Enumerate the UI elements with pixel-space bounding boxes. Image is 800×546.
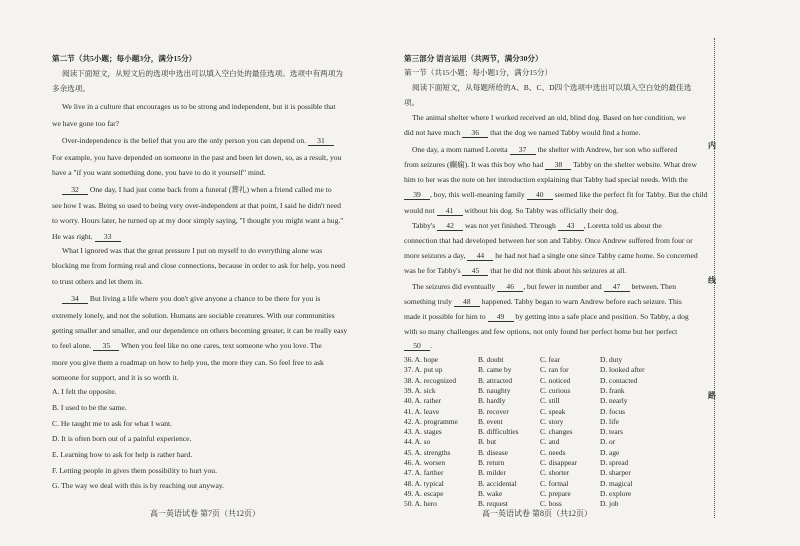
- choice-option-b: B. hardly: [478, 396, 506, 406]
- line-text: by getting into a safe place and position. So Tabby, a dog: [513, 312, 689, 321]
- passage-line: [412, 145, 677, 155]
- line-text: he had not had a single one since Tabby came home. So concerned: [493, 251, 698, 260]
- line-text: have a "if you want something done, you have to do it yourself" mind.: [52, 168, 266, 177]
- blank-number: 37: [510, 145, 536, 155]
- line-text: Tabby's: [412, 221, 438, 230]
- line-text: that the dog we named Tabby would find a home.: [488, 128, 641, 137]
- passage-line: [62, 102, 336, 111]
- passage-line: [404, 175, 688, 184]
- margin-char: 路: [708, 391, 716, 400]
- line-text: between. Then: [629, 282, 677, 291]
- passage-line: [404, 266, 626, 276]
- passage-line: [404, 190, 707, 200]
- choice-option-b: B. difficulties: [478, 427, 519, 437]
- choice-option-b: B. naughty: [478, 385, 511, 395]
- choice-option-d: D. tears: [600, 427, 623, 437]
- choice-option-d: D. sharper: [600, 468, 631, 478]
- line-text: him to her was the note on her introduction explaining that Tabby had special needs. With the: [404, 175, 688, 184]
- line-text: was not yet finished. Through: [463, 221, 558, 230]
- line-text: We live in a culture that encourages us to be strong and independent, but it is possible that: [62, 102, 336, 111]
- passage-line: [62, 136, 334, 146]
- passage-line: [412, 282, 676, 292]
- line-text: to worry. Hours later, he turned up at my door simply saying, "I thought you might want a hug.": [52, 216, 344, 225]
- passage-line: [62, 246, 322, 255]
- choice-option-a: 50. A. hero: [404, 499, 437, 509]
- line-text: to feel alone.: [52, 341, 94, 350]
- passage-line: [52, 311, 335, 320]
- choice-option-c: C. prepare: [540, 488, 571, 498]
- passage-line: [404, 341, 432, 351]
- passage-line: [404, 236, 693, 245]
- page-footer: 高一英语试卷 第7页（共12页）: [150, 509, 260, 518]
- instruction-line: 项。: [404, 98, 420, 107]
- choice-option-c: C. shorter: [540, 468, 570, 478]
- line-text: happened. Tabby began to warn Andrew before each seizure. This: [479, 297, 682, 306]
- line-text: was he for Tabby's: [404, 266, 463, 275]
- passage-line: [52, 168, 266, 177]
- line-text: He was right.: [52, 232, 95, 241]
- passage-line: [404, 297, 682, 307]
- line-text: more seizures a day,: [404, 251, 468, 260]
- line-text: For example, you have depended on someone in the past and been let down, so, as a result, you: [52, 153, 342, 162]
- option-item: G. The way we deal with this is by reaching out anyway.: [52, 481, 225, 490]
- choice-option-a: 36. A. hope: [404, 355, 439, 364]
- blank-number: 39: [404, 190, 430, 200]
- instruction-line: 阅读下面短文，从每题所给的A、B、C、D四个选项中选出可以填入空白处的最佳选: [412, 83, 692, 92]
- passage-line: [52, 201, 341, 210]
- line-text: that he did not think about his seizures at all.: [488, 266, 627, 275]
- choice-option-a: 37. A. put up: [404, 365, 443, 375]
- choice-option-a: 43. A. stages: [404, 427, 442, 437]
- line-text: with so many challenges and few options, not only found her perfect home but her perfect: [404, 327, 678, 336]
- choice-option-b: B. accidental: [478, 478, 517, 488]
- choice-option-c: C. story: [540, 416, 564, 426]
- choice-option-d: D. frank: [600, 385, 625, 395]
- line-text: blocking me from forming real and close connections, because in order to ask for help, you need: [52, 261, 346, 270]
- line-text: When you feel like no one cares, text someone who you love. The: [119, 341, 322, 350]
- choice-option-a: 38. A. recognized: [404, 375, 457, 385]
- option-item: F. Letting people in gives them possibility to hurt you.: [52, 466, 217, 475]
- choice-option-c: C. and: [540, 437, 560, 447]
- choice-option-a: 45. A. strengths: [404, 447, 451, 457]
- line-text: something truly: [404, 297, 454, 306]
- page-footer: 高一英语试卷 第8页（共12页）: [482, 509, 592, 518]
- line-text: would not: [404, 206, 437, 215]
- choice-option-b: B. but: [478, 437, 497, 447]
- line-text: without his dog. So Tabby was officially their dog.: [462, 206, 619, 215]
- choice-option-a: 39. A. sick: [404, 385, 436, 395]
- passage-line: [404, 160, 697, 170]
- blank-number: 45: [462, 266, 488, 276]
- line-text: someone for support, and it is so worth it.: [52, 373, 179, 382]
- choice-option-c: C. ran for: [540, 365, 569, 375]
- passage-line: [52, 277, 143, 286]
- margin-char: 内: [708, 141, 716, 150]
- choice-option-d: D. or: [600, 437, 616, 447]
- choice-option-c: C. curious: [540, 385, 571, 395]
- choice-option-d: D. contacted: [600, 375, 638, 385]
- passage-line: [412, 221, 662, 231]
- choice-option-d: D. life: [600, 416, 619, 426]
- choice-option-b: B. recover: [478, 406, 509, 416]
- option-item: A. I felt the opposite.: [52, 387, 117, 396]
- line-text: One day, a mom named Loretta: [412, 145, 510, 154]
- choice-option-b: B. request: [478, 499, 508, 509]
- line-text: What I ignored was that the great pressure I put on myself to do everything alone was: [62, 246, 323, 255]
- passage-line: [52, 358, 324, 367]
- choice-option-d: D. explore: [600, 488, 632, 498]
- choice-option-c: C. boss: [540, 499, 562, 509]
- line-text: did not have much: [404, 128, 463, 137]
- choice-option-b: B. came by: [478, 365, 512, 375]
- passage-line: [52, 216, 343, 225]
- passage-line: [52, 153, 341, 162]
- blank-number: 38: [545, 160, 571, 170]
- choice-option-a: 48. A. typical: [404, 478, 444, 488]
- passage-line: [404, 206, 618, 216]
- line-text: made it possible for him to: [404, 312, 488, 321]
- passage-line: [62, 185, 332, 195]
- part-header: 第三部分 语言运用（共两节，满分30分）: [404, 54, 543, 63]
- line-text: One day, I had just come back from a funeral (葬礼) when a friend called me to: [88, 185, 332, 194]
- passage-line: [412, 113, 686, 122]
- choice-option-b: B. return: [478, 458, 505, 467]
- choice-option-d: D. spread: [600, 458, 629, 467]
- blank-number: 44: [467, 251, 493, 261]
- blank-number: 41: [437, 206, 463, 216]
- choice-option-a: 47. A. farther: [404, 468, 444, 478]
- choice-option-c: C. still: [540, 396, 560, 406]
- option-item: D. It is often born out of a painful experience.: [52, 434, 192, 443]
- line-text: getting smaller and smaller, and our dependence on others becoming greater, it can be really easy: [52, 326, 348, 335]
- passage-line: [52, 232, 121, 242]
- blank-number: 36: [462, 128, 488, 138]
- choice-option-a: 44. A. so: [404, 437, 431, 447]
- line-text: Over-independence is the belief that you are the only person you can depend on.: [62, 136, 308, 145]
- choice-option-a: 40. A. rather: [404, 396, 441, 406]
- passage-line: [52, 119, 119, 128]
- option-item: B. I used to be the same.: [52, 403, 127, 412]
- choice-option-b: B. disease: [478, 447, 508, 457]
- choice-option-c: C. formal: [540, 478, 569, 488]
- option-item: C. He taught me to ask for what I want.: [52, 419, 172, 428]
- blank-number: 47: [604, 282, 630, 292]
- choice-option-d: D. age: [600, 447, 620, 457]
- instruction-line: 阅读下面短文，从短文后的选项中选出可以填入空白处的最佳选项。选项中有两项为: [62, 69, 343, 78]
- blank-number: 32: [62, 185, 88, 195]
- passage-line: [52, 341, 322, 351]
- line-text: The seizures did eventually: [412, 282, 498, 291]
- passage-line: [52, 373, 179, 382]
- choice-option-b: B. attracted: [478, 375, 513, 385]
- choice-option-c: C. changes: [540, 427, 573, 437]
- choice-option-d: D. duty: [600, 355, 623, 364]
- line-text: the shelter with Andrew, her son who suffered: [535, 145, 678, 154]
- line-text: .: [430, 341, 432, 350]
- passage-line: [404, 327, 677, 336]
- choice-option-d: D. nearly: [600, 396, 628, 406]
- passage-line: [52, 326, 347, 335]
- passage-line: [52, 261, 345, 270]
- choice-option-b: B. event: [478, 416, 503, 426]
- instruction-line: 多余选项。: [52, 84, 90, 93]
- right-page: [400, 0, 800, 546]
- blank-number: 34: [62, 294, 88, 304]
- blank-number: 35: [93, 341, 119, 351]
- choice-option-d: D. magical: [600, 478, 633, 488]
- passage-line: [404, 251, 698, 261]
- choice-option-d: D. looked after: [600, 365, 645, 375]
- choice-option-a: 41. A. leave: [404, 406, 440, 416]
- line-text: more you give them a roadmap on how to help you, the more they can. So feel free to ask: [52, 358, 324, 367]
- line-text: from seizures (癫痫). It was this boy who had: [404, 160, 546, 169]
- line-text: see how I was. Being so used to being very over-independent at that point, I said he didn't need: [52, 201, 341, 210]
- line-text: , boy, this well-meaning family: [430, 190, 527, 199]
- choice-option-c: C. fear: [540, 355, 561, 364]
- line-text: extremely lonely, and not the solution. Humans are sociable creatures. With our communities: [52, 311, 335, 320]
- choice-option-c: C. noticed: [540, 375, 571, 385]
- blank-number: 40: [527, 190, 553, 200]
- line-text: But living a life where you don't give anyone a chance to be there for you is: [88, 294, 321, 303]
- line-text: , but fewer in number and: [523, 282, 604, 291]
- margin-char: 线: [708, 276, 716, 285]
- line-text: connection that had developed between her son and Tabby. Once Andrew suffered from four or: [404, 236, 693, 245]
- line-text: , Loretta told us about the: [583, 221, 662, 230]
- line-text: Tabby on the shelter website. What drew: [571, 160, 698, 169]
- choice-option-a: 42. A. programme: [404, 416, 458, 426]
- passage-line: [404, 128, 640, 138]
- blank-number: 42: [437, 221, 463, 231]
- choice-option-b: B. doubt: [478, 355, 504, 364]
- choice-option-c: C. needs: [540, 447, 566, 457]
- section-header: 第二节（共5小题；每小题3分，满分15分）: [52, 54, 197, 63]
- choice-option-d: D. focus: [600, 406, 626, 416]
- choice-option-b: B. milder: [478, 468, 506, 478]
- blank-number: 50: [404, 341, 430, 351]
- line-text: seemed like the perfect fit for Tabby. But the child: [552, 190, 708, 199]
- choice-option-c: C. speak: [540, 406, 566, 416]
- passage-line: [404, 312, 689, 322]
- blank-number: 48: [454, 297, 480, 307]
- choice-option-a: 46. A. worsen: [404, 458, 446, 467]
- blank-number: 31: [308, 136, 334, 146]
- choice-option-d: D. job: [600, 499, 619, 509]
- blank-number: 33: [95, 232, 121, 242]
- choice-option-c: C. disappear: [540, 458, 577, 467]
- blank-number: 49: [488, 312, 514, 322]
- passage-line: [62, 294, 320, 304]
- choice-option-a: 49. A. escape: [404, 488, 444, 498]
- line-text: The animal shelter where I worked received an old, blind dog. Based on her condition, we: [412, 113, 686, 122]
- blank-number: 46: [497, 282, 523, 292]
- line-text: to trust others and let them in.: [52, 277, 143, 286]
- line-text: we have gone too far?: [52, 119, 120, 128]
- blank-number: 43: [558, 221, 584, 231]
- option-item: E. Learning how to ask for help is rather hard.: [52, 450, 193, 459]
- section-header: 第一节（共15小题；每小题1分，满分15分）: [404, 68, 553, 77]
- choice-option-b: B. wake: [478, 488, 503, 498]
